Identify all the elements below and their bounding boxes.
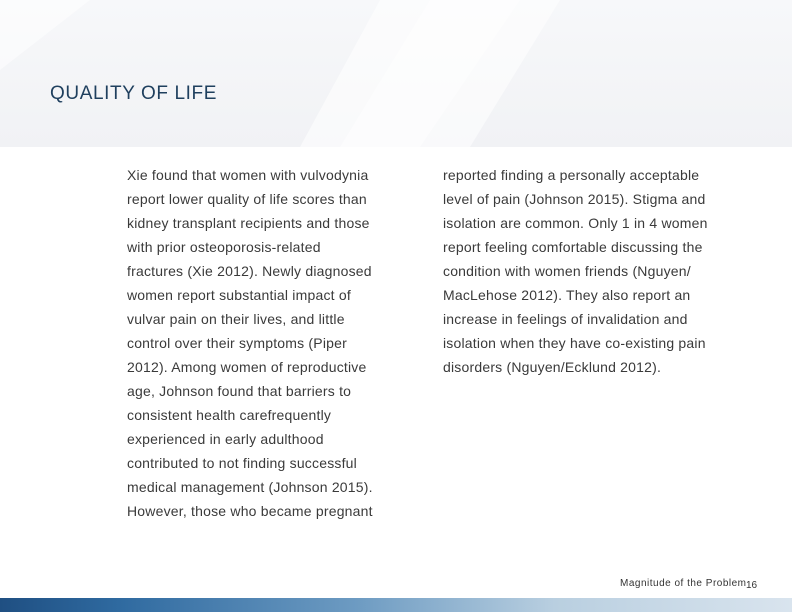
text-line: kidney transplant recipients and those [127, 215, 370, 231]
left-column-text [127, 163, 417, 523]
text-line: isolation are common. Only 1 in 4 women [443, 215, 708, 231]
text-line: condition with women friends (Nguyen/ [443, 263, 691, 279]
text-line: level of pain (Johnson 2015). Stigma and [443, 191, 706, 207]
text-line: reported finding a personally acceptable [443, 167, 700, 183]
text-line: contributed to not finding successful [127, 455, 357, 471]
footer-section-label: Magnitude of the Problem [620, 578, 747, 589]
text-line: However, those who became pregnant [127, 503, 373, 519]
page-title: QUALITY OF LIFE [50, 83, 218, 104]
text-line: control over their symptoms (Piper [127, 335, 347, 351]
page-number: 16 [746, 580, 758, 591]
header-decoration [0, 0, 792, 147]
text-line: MacLehose 2012). They also report an [443, 287, 691, 303]
text-line: experienced in early adulthood [127, 431, 324, 447]
text-line: vulvar pain on their lives, and little [127, 311, 345, 327]
text-line: Xie found that women with vulvodynia [127, 167, 369, 183]
footer-color-bar [0, 598, 792, 612]
header-band [0, 0, 792, 147]
text-line: age, Johnson found that barriers to [127, 383, 352, 399]
text-line: isolation when they have co-existing pain [443, 335, 706, 351]
text-line: report feeling comfortable discussing the [443, 239, 703, 255]
text-line: women report substantial impact of [127, 287, 351, 303]
text-line: consistent health carefrequently [127, 407, 332, 423]
text-line: 2012). Among women of reproductive [127, 359, 367, 375]
text-line: increase in feelings of invalidation and [443, 311, 688, 327]
text-line: disorders (Nguyen/Ecklund 2012). [443, 359, 662, 375]
text-line: with prior osteoporosis-related [127, 239, 321, 255]
right-column-text [443, 163, 763, 379]
text-line: fractures (Xie 2012). Newly diagnosed [127, 263, 372, 279]
text-line: report lower quality of life scores than [127, 191, 367, 207]
text-line: medical management (Johnson 2015). [127, 479, 373, 495]
